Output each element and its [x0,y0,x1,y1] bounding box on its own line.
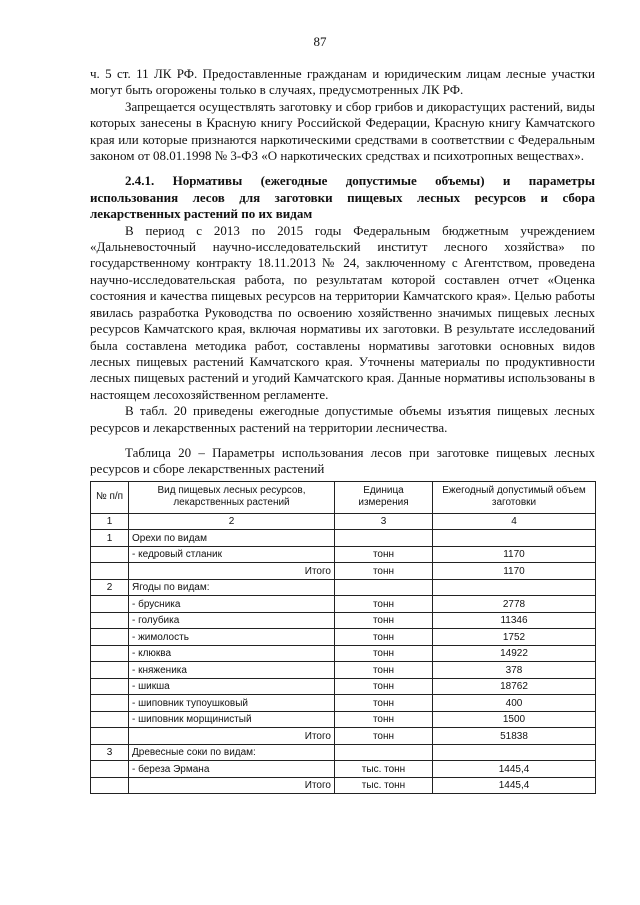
table-row [91,645,596,662]
table-row [91,777,596,794]
unit-cell: тонн [335,629,433,646]
table-caption: Таблица 20 – Параметры использования лесов при заготовке пищевых лесных ресурсов и сборе лекарственных растений [90,444,595,477]
volume-cell: 14922 [433,645,596,662]
resource-name-cell: - шиповник тупоушковый [129,695,335,712]
volume-cell: 1500 [433,711,596,728]
paragraph-1: ч. 5 ст. 11 ЛК РФ. Предоставленные гражданам и юридическим лицам лесные участки могут быть огорожены только в случаях, предусмотренных ЛК РФ. [90,66,595,98]
row-number-cell: 2 [91,579,129,596]
header-unit: Единица измерения [335,481,433,513]
table-row [91,728,596,745]
resource-name-cell: - княженика [129,662,335,679]
table-row [91,546,596,563]
unit-cell: тонн [335,678,433,695]
table-column-numbers-row [91,513,596,530]
volume-cell: 1752 [433,629,596,646]
unit-cell: тонн [335,662,433,679]
paragraph-4: В табл. 20 приведены ежегодные допустимые объемы изъятия пищевых лесных ресурсов и лекарственных растений на территории лесничества. [90,403,595,435]
col-number: 2 [129,513,335,530]
table-row [91,711,596,728]
volume-cell: 378 [433,662,596,679]
volume-cell: 400 [433,695,596,712]
volume-cell: 1170 [433,546,596,563]
row-number-cell: 3 [91,744,129,761]
table-row [91,744,596,761]
unit-cell: тонн [335,563,433,580]
volume-cell: 1170 [433,563,596,580]
row-number-cell [91,662,129,679]
resource-name-cell: - кедровый стланик [129,546,335,563]
resource-name-cell: Итого [129,777,335,794]
row-number-cell [91,645,129,662]
volume-cell [433,530,596,547]
header-num: № п/п [91,481,129,513]
unit-cell [335,530,433,547]
unit-cell: тыс. тонн [335,777,433,794]
col-number: 4 [433,513,596,530]
resource-name-cell: - шиповник морщинистый [129,711,335,728]
resource-name-cell: Орехи по видам [129,530,335,547]
header-resource-type: Вид пищевых лесных ресурсов, лекарственных растений [129,481,335,513]
resource-name-cell: - шикша [129,678,335,695]
row-number-cell: 1 [91,530,129,547]
unit-cell [335,579,433,596]
col-number: 1 [91,513,129,530]
row-number-cell [91,777,129,794]
row-number-cell [91,695,129,712]
unit-cell: тыс. тонн [335,761,433,778]
volume-cell: 2778 [433,596,596,613]
table-body [91,530,596,794]
resource-name-cell: - брусника [129,596,335,613]
resource-table [90,481,596,795]
volume-cell: 51838 [433,728,596,745]
volume-cell: 18762 [433,678,596,695]
paragraph-3: В период с 2013 по 2015 годы Федеральным бюджетным учреждением «Дальневосточный научно-исследовательский институт лесного хозяйства» по государственному контракту 18.11.2013 № 24, заключенному с Агентством, проведена научно-исследовательская работа, по результатам которой составлен отчет «Оценка состояния и качества пищевых ресурсов на территории Камчатского края». Целью работы явилась разработка Руководства по освоению хозяйственно значимых пищевых лесных ресурсов Камчатского края, включая нормативы их заготовки. В результате исследований была составлена методика работ, составлены нормативы заготовки основных видов лесных пищевых растений Камчатского края. Уточнены материалы по продуктивности лесных пищевых растений и угодий Камчатского края. Данные нормативы использованы в настоящем лесохозяйственном регламенте. [90,222,595,402]
unit-cell: тонн [335,612,433,629]
table-row [91,761,596,778]
unit-cell: тонн [335,546,433,563]
volume-cell: 1445,4 [433,777,596,794]
header-annual-volume: Ежегодный допустимый объем заготовки [433,481,596,513]
page-number: 87 [313,34,327,49]
row-number-cell [91,761,129,778]
unit-cell: тонн [335,645,433,662]
table-row [91,612,596,629]
paragraph-2: Запрещается осуществлять заготовку и сбор грибов и дикорастущих растений, виды которых занесены в Красную книгу Российской Федерации, Красную книгу Камчатского края или которые признаются наркотическими средствами в соответствии с Федеральным законом от 08.01.1998 № 3-ФЗ «О наркотических средствах и психотропных веществах». [90,98,595,164]
table-row [91,695,596,712]
row-number-cell [91,612,129,629]
unit-cell: тонн [335,695,433,712]
unit-cell: тонн [335,728,433,745]
resource-name-cell: - голубика [129,612,335,629]
resource-name-cell: - береза Эрмана [129,761,335,778]
table-row [91,662,596,679]
resource-name-cell: Итого [129,728,335,745]
unit-cell: тонн [335,596,433,613]
table-row [91,678,596,695]
table-row [91,596,596,613]
row-number-cell [91,546,129,563]
row-number-cell [91,678,129,695]
resource-name-cell: Ягоды по видам: [129,579,335,596]
table-row [91,563,596,580]
row-number-cell [91,596,129,613]
table-row [91,579,596,596]
volume-cell: 11346 [433,612,596,629]
document-body [90,66,595,794]
row-number-cell [91,711,129,728]
table-header-row [91,481,596,513]
row-number-cell [91,563,129,580]
volume-cell: 1445,4 [433,761,596,778]
col-number: 3 [335,513,433,530]
table-row [91,530,596,547]
section-heading: 2.4.1. Нормативы (ежегодные допустимые объемы) и параметры использования лесов для заготовки пищевых лесных ресурсов и сбора лекарственных растений по их видам [90,173,595,222]
table-row [91,629,596,646]
resource-name-cell: - клюква [129,645,335,662]
resource-name-cell: - жимолость [129,629,335,646]
row-number-cell [91,728,129,745]
resource-name-cell: Итого [129,563,335,580]
unit-cell: тонн [335,711,433,728]
resource-name-cell: Древесные соки по видам: [129,744,335,761]
unit-cell [335,744,433,761]
row-number-cell [91,629,129,646]
volume-cell [433,744,596,761]
volume-cell [433,579,596,596]
